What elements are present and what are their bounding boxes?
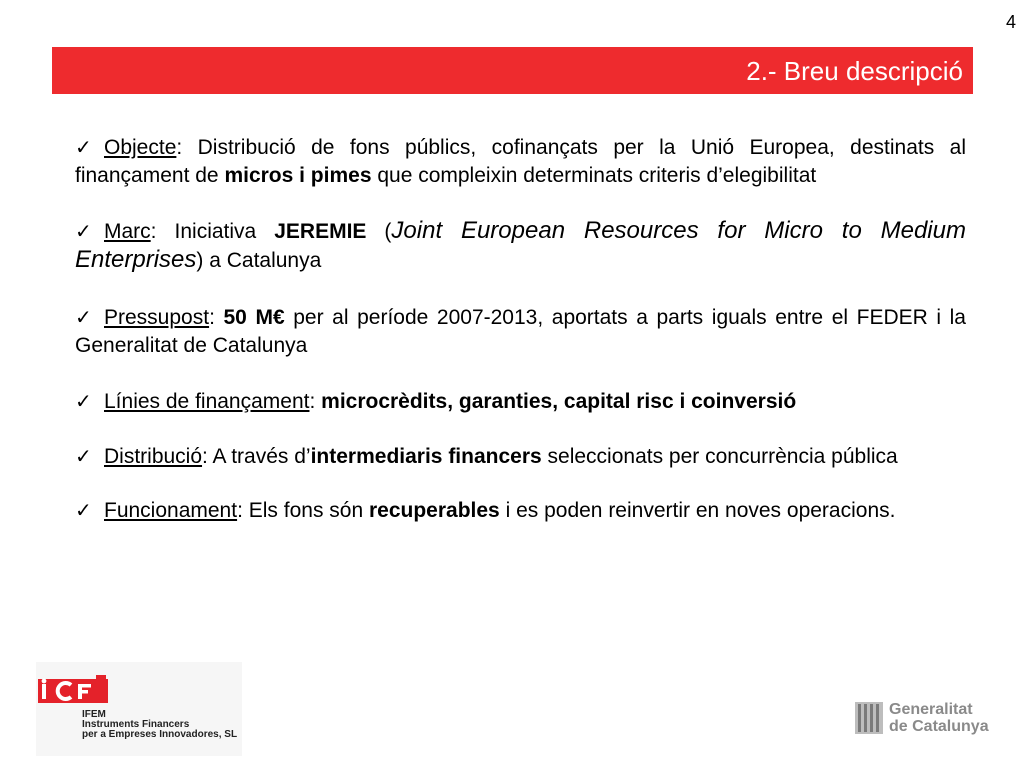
bullet-objecte — [75, 134, 966, 190]
icf-line: Instruments Financers — [82, 719, 190, 730]
bullet-text: ( — [366, 220, 392, 243]
bullet-term: Pressupost — [104, 306, 210, 329]
bullet-emphasis: recuperables — [368, 499, 500, 522]
bullet-emphasis: 50 M€ — [223, 306, 285, 329]
checkmark-icon: ✓ — [75, 221, 92, 243]
generalitat-emblem-icon — [855, 702, 885, 736]
bullet-text: i es poden reinvertir en noves operacions. — [499, 499, 896, 522]
bullet-emphasis: intermediaris financers — [310, 445, 542, 468]
bullet-text: per al període 2007-2013, aportats a parts iguals entre el FEDER i la Generalitat de Catalunya — [75, 306, 966, 357]
bullet-text: : — [209, 306, 224, 329]
bullet-text: seleccionats per concurrència pública — [541, 445, 898, 468]
checkmark-icon: ✓ — [75, 500, 92, 522]
bullet-list — [75, 134, 966, 525]
title-bar — [52, 47, 973, 94]
checkmark-icon: ✓ — [75, 307, 92, 329]
bullet-text: que compleixin determinats criteris d’elegibilitat — [371, 164, 817, 187]
bullet-distribucio — [75, 443, 966, 471]
bullet-funcionament — [75, 497, 966, 525]
bullet-text: : A través d’ — [202, 445, 311, 468]
icf-mark-icon — [38, 675, 110, 705]
bullet-marc — [75, 217, 966, 275]
generalitat-line: Generalitat — [889, 701, 973, 718]
generalitat-logo — [852, 700, 998, 740]
checkmark-icon: ✓ — [75, 137, 92, 159]
bullet-text: : Iniciativa — [150, 220, 275, 243]
bullet-emphasis: microcrèdits, garanties, capital risc i coinversió — [321, 390, 797, 413]
bullet-term: Funcionament — [104, 499, 238, 522]
icf-logo — [36, 662, 242, 756]
checkmark-icon: ✓ — [75, 446, 92, 468]
bullet-italic: Joint European Resources for Micro to Medium Enterprises — [75, 217, 966, 273]
bullet-text: ) a Catalunya — [196, 249, 322, 272]
bullet-linies — [75, 388, 966, 416]
bullet-emphasis: micros i pimes — [224, 164, 372, 187]
bullet-term: Objecte — [104, 136, 177, 159]
bullet-term: Distribució — [104, 445, 203, 468]
icf-line: IFEM — [82, 709, 106, 720]
bullet-emphasis: JEREMIE — [274, 220, 367, 243]
bullet-term: Línies de finançament — [104, 390, 310, 413]
bullet-pressupost — [75, 304, 966, 360]
bullet-term: Marc — [104, 220, 151, 243]
generalitat-text — [889, 701, 989, 735]
bullet-text: : — [309, 390, 322, 413]
icf-line: per a Empreses Innovadores, SL — [82, 729, 238, 740]
checkmark-icon: ✓ — [75, 391, 92, 413]
slide-title: 2.- Breu descripció — [746, 56, 963, 86]
bullet-text: : Els fons són — [237, 499, 369, 522]
page-number: 4 — [1005, 12, 1016, 32]
icf-text — [82, 710, 237, 740]
generalitat-line: de Catalunya — [889, 718, 989, 735]
bullet-text: : Distribució de fons públics, cofinançats per la Unió Europea, destinats al finançament de — [75, 136, 966, 187]
